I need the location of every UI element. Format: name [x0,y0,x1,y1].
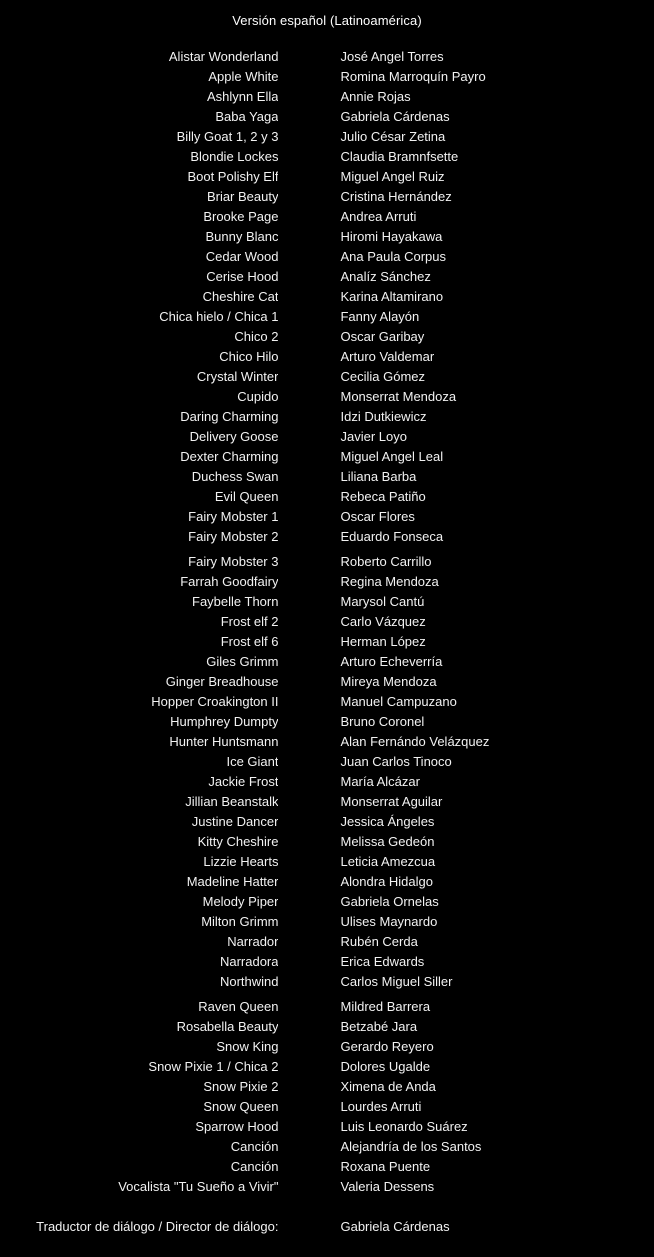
credits-footer [0,1219,654,1234]
credit-row [0,752,654,772]
credit-role: Vocalista "Tu Sueño a Vivir" [118,1179,279,1194]
credit-row [0,872,654,892]
credit-actor: Carlo Vázquez [340,614,426,629]
credit-role: Chico Hilo [219,349,279,364]
credit-row [0,772,654,792]
credit-row [0,852,654,872]
credit-role: Ice Giant [226,754,279,769]
credit-actor: Ximena de Anda [340,1079,436,1094]
footer-actor-name: Gabriela Cárdenas [340,1219,450,1234]
credit-role: Brooke Page [203,209,279,224]
credit-role: Ginger Breadhouse [165,674,279,689]
credit-role: Jackie Frost [208,774,279,789]
credit-row [0,1097,654,1117]
credit-actor: Manuel Campuzano [340,694,457,709]
credit-actor: Jessica Ángeles [340,814,435,829]
credit-row [0,167,654,187]
credit-row [0,287,654,307]
credit-actor: Betzabé Jara [340,1019,418,1034]
credit-actor: Hiromi Hayakawa [340,229,443,244]
credit-role: Billy Goat 1, 2 y 3 [176,129,279,144]
credit-actor: Ana Paula Corpus [340,249,446,264]
credit-row [0,1117,654,1137]
credit-actor: Leticia Amezcua [340,854,436,869]
credit-role: Canción [230,1139,279,1154]
credit-actor: Miguel Angel Leal [340,449,444,464]
credit-actor: Carlos Miguel Siller [340,974,453,989]
credit-actor: Regina Mendoza [340,574,439,589]
credit-role: Madeline Hatter [186,874,279,889]
credit-row [0,367,654,387]
credit-row [0,692,654,712]
credit-actor: Alejandría de los Santos [340,1139,482,1154]
credit-role: Bunny Blanc [205,229,279,244]
credit-row [0,507,654,527]
credit-actor: Monserrat Aguilar [340,794,443,809]
credit-role: Daring Charming [180,409,279,424]
credit-role: Rosabella Beauty [176,1019,279,1034]
credit-row [0,427,654,447]
credit-role: Baba Yaga [215,109,279,124]
credit-role: Chico 2 [234,329,279,344]
credit-row [0,792,654,812]
credit-row [0,1177,654,1197]
credit-role: Crystal Winter [196,369,279,384]
credit-row [0,327,654,347]
credit-actor: Cecilia Gómez [340,369,426,384]
credit-actor: Miguel Angel Ruiz [340,169,445,184]
credit-row [0,467,654,487]
credit-actor: José Angel Torres [340,49,444,64]
credit-role: Narrador [227,934,279,949]
credit-role: Frost elf 6 [220,634,279,649]
credit-role: Jillian Beanstalk [185,794,279,809]
credit-actor: Annie Rojas [340,89,411,104]
credit-role: Blondie Lockes [190,149,279,164]
credit-actor: Mildred Barrera [340,999,431,1014]
credit-role: Northwind [219,974,279,989]
credit-row [0,47,654,67]
credit-actor: Idzi Dutkiewicz [340,409,427,424]
credit-role: Kitty Cheshire [197,834,279,849]
credit-role: Farrah Goodfairy [180,574,279,589]
credit-role: Snow Pixie 1 / Chica 2 [148,1059,279,1074]
credit-actor: Karina Altamirano [340,289,444,304]
credit-row [0,952,654,972]
credit-row [0,307,654,327]
credit-role: Fairy Mobster 1 [188,509,279,524]
credits-list [0,47,654,1197]
credit-row [0,552,654,572]
credit-row [0,1137,654,1157]
credit-actor: Cristina Hernández [340,189,452,204]
credit-row [0,997,654,1017]
credit-actor: Romina Marroquín Payro [340,69,486,84]
credit-role: Canción [230,1159,279,1174]
credit-row [0,592,654,612]
credit-actor: Marysol Cantú [340,594,425,609]
credit-actor: Valeria Dessens [340,1179,435,1194]
credit-role: Snow Queen [203,1099,279,1114]
credit-row [0,387,654,407]
credit-row [0,972,654,992]
credit-actor: Bruno Coronel [340,714,425,729]
credit-row [0,652,654,672]
credit-role: Alistar Wonderland [168,49,279,64]
credit-row [0,87,654,107]
credit-row [0,1037,654,1057]
credit-actor: Analíz Sánchez [340,269,431,284]
credit-role: Snow Pixie 2 [203,1079,279,1094]
credit-actor: Oscar Garibay [340,329,425,344]
credit-row [0,347,654,367]
credit-role: Raven Queen [198,999,279,1014]
credit-actor: Alan Fernándo Velázquez [340,734,490,749]
credit-role: Duchess Swan [191,469,279,484]
credit-actor: Gerardo Reyero [340,1039,434,1054]
credit-row [0,832,654,852]
credit-role: Cedar Wood [205,249,279,264]
credit-actor: Mireya Mendoza [340,674,437,689]
credit-row [0,732,654,752]
credit-actor: Erica Edwards [340,954,425,969]
credit-role: Justine Dancer [191,814,279,829]
credit-row [0,67,654,87]
credit-actor: Arturo Echeverría [340,654,443,669]
credit-row [0,712,654,732]
credit-actor: Alondra Hidalgo [340,874,433,889]
credit-row [0,107,654,127]
credit-role: Narradora [219,954,279,969]
credit-role: Giles Grimm [206,654,279,669]
credit-role: Cupido [237,389,279,404]
credit-actor: Liliana Barba [340,469,417,484]
credit-actor: Roberto Carrillo [340,554,432,569]
credit-row [0,127,654,147]
credit-row [0,632,654,652]
credit-role: Fairy Mobster 3 [188,554,279,569]
credit-row [0,407,654,427]
credit-actor: Lourdes Arruti [340,1099,422,1114]
credit-row [0,447,654,467]
credit-role: Fairy Mobster 2 [188,529,279,544]
credit-actor: Roxana Puente [340,1159,431,1174]
credit-role: Hopper Croakington II [151,694,279,709]
credit-role: Cheshire Cat [202,289,279,304]
footer-role-label: Traductor de diálogo / Director de diálogo: [36,1219,279,1234]
credit-actor: Claudia Bramnfsette [340,149,459,164]
credit-actor: Gabriela Ornelas [340,894,439,909]
credit-row [0,227,654,247]
credit-row [0,147,654,167]
credit-row [0,207,654,227]
credit-actor: Julio César Zetina [340,129,446,144]
credit-actor: María Alcázar [340,774,420,789]
credit-row [0,1157,654,1177]
credit-row [0,1077,654,1097]
page-title: Versión español (Latinoamérica) [232,13,422,28]
credit-role: Humphrey Dumpty [170,714,279,729]
credit-actor: Rebeca Patiño [340,489,426,504]
credit-role: Boot Polishy Elf [187,169,279,184]
credit-actor: Monserrat Mendoza [340,389,457,404]
credit-actor: Javier Loyo [340,429,407,444]
credit-role: Sparrow Hood [195,1119,279,1134]
credit-actor: Juan Carlos Tinoco [340,754,452,769]
credit-actor: Arturo Valdemar [340,349,435,364]
credit-row [0,912,654,932]
credit-actor: Eduardo Fonseca [340,529,444,544]
credit-role: Frost elf 2 [220,614,279,629]
credit-role: Milton Grimm [201,914,279,929]
credit-actor: Oscar Flores [340,509,415,524]
credit-row [0,487,654,507]
credit-row [0,612,654,632]
credit-row [0,572,654,592]
credit-actor: Fanny Alayón [340,309,420,324]
credit-actor: Andrea Arruti [340,209,417,224]
credit-actor: Dolores Ugalde [340,1059,431,1074]
credit-role: Faybelle Thorn [192,594,279,609]
credit-row [0,247,654,267]
credit-actor: Gabriela Cárdenas [340,109,450,124]
credit-role: Chica hielo / Chica 1 [159,309,279,324]
credit-role: Hunter Huntsmann [169,734,279,749]
credit-row [0,932,654,952]
credit-row [0,892,654,912]
credit-row [0,1057,654,1077]
credit-role: Lizzie Hearts [203,854,279,869]
credit-actor: Luis Leonardo Suárez [340,1119,468,1134]
credit-role: Apple White [208,69,279,84]
credit-row [0,1017,654,1037]
credit-role: Cerise Hood [206,269,279,284]
credit-role: Ashlynn Ella [206,89,279,104]
credit-row [0,812,654,832]
credit-role: Delivery Goose [189,429,279,444]
credit-row [0,267,654,287]
credit-role: Dexter Charming [180,449,279,464]
credit-role: Briar Beauty [206,189,279,204]
credit-row [0,187,654,207]
credit-actor: Herman López [340,634,426,649]
credit-role: Snow King [216,1039,279,1054]
credit-row [0,527,654,547]
credit-role: Melody Piper [202,894,279,909]
credit-row [0,672,654,692]
credit-role: Evil Queen [214,489,279,504]
credit-actor: Melissa Gedeón [340,834,435,849]
credit-actor: Ulises Maynardo [340,914,438,929]
credit-actor: Rubén Cerda [340,934,418,949]
